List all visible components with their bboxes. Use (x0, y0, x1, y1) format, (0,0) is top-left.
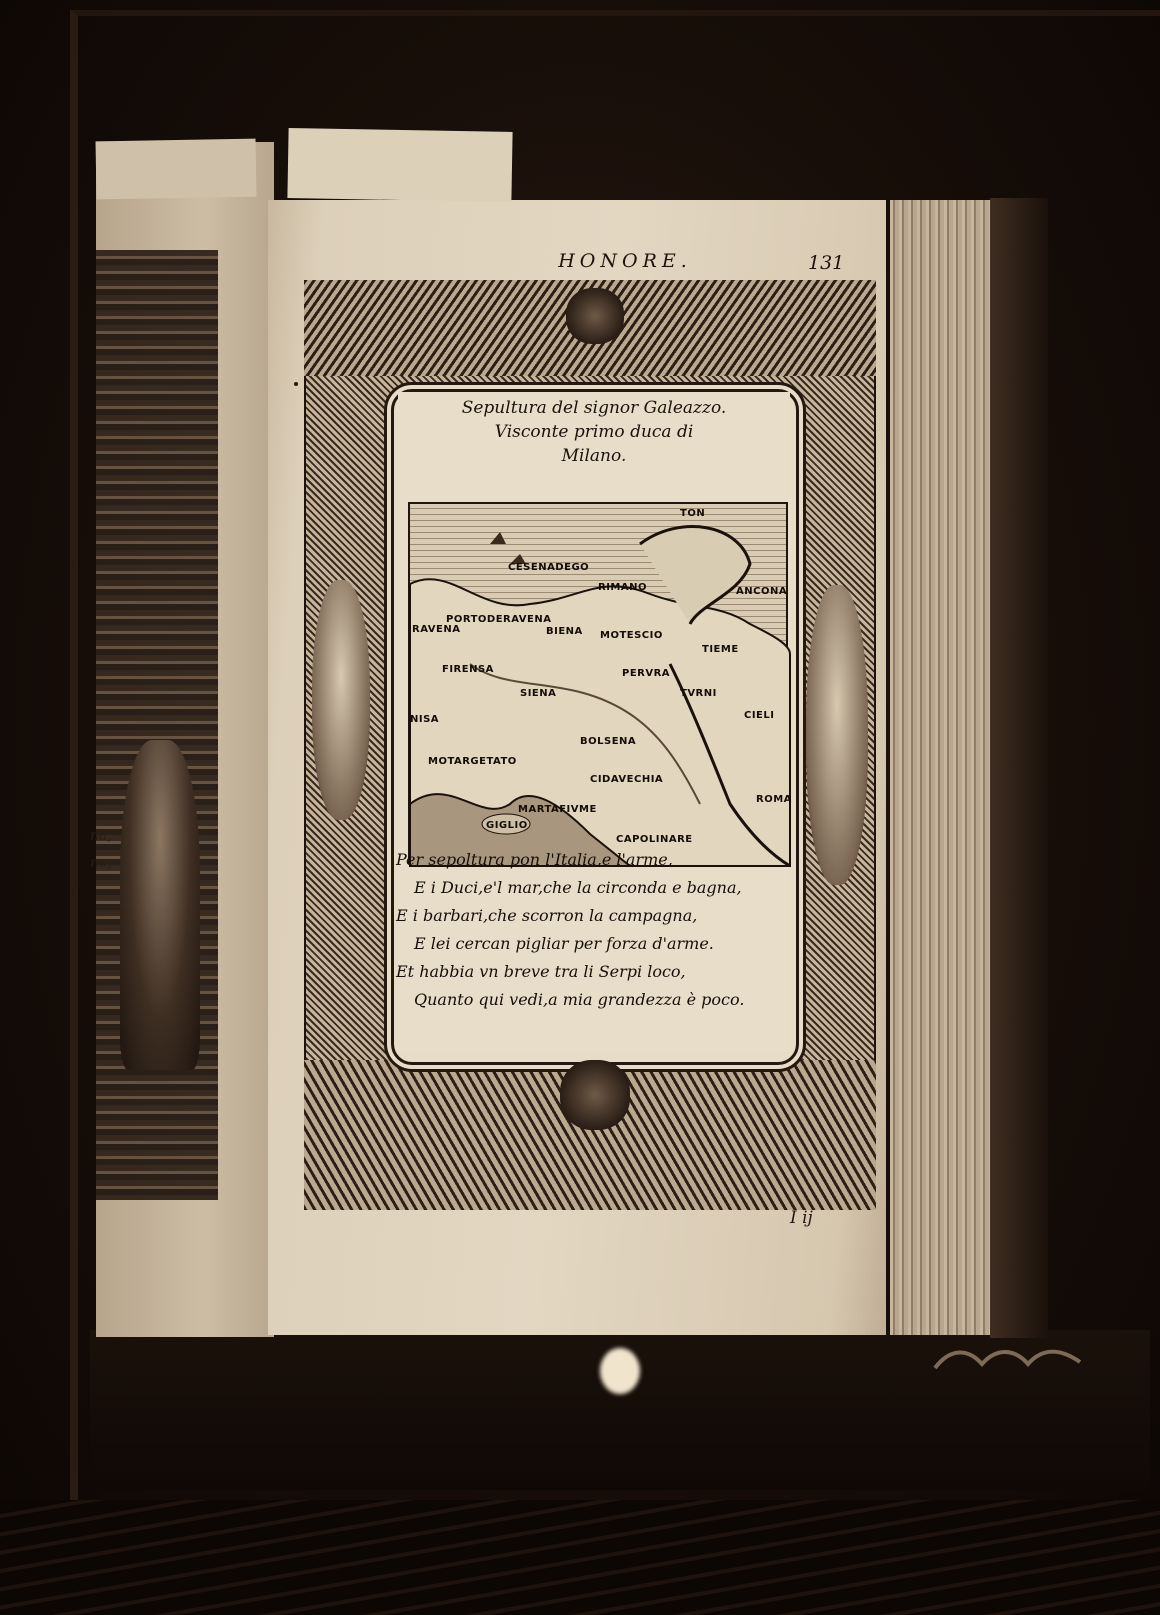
left-page-text-fragment: na, (90, 828, 112, 844)
map-label: BIENA (546, 626, 583, 637)
shelf-ornament (930, 1342, 1090, 1378)
map-label: ROMA (756, 794, 792, 805)
verse-line-3: E i barbari,che scorron la campagna, (396, 906, 698, 925)
map-of-italy-woodcut (408, 502, 792, 864)
grotesque-mask-top (566, 288, 624, 344)
map-label: TVRNI (680, 688, 717, 699)
verse-line-4: E lei cercan pigliar per forza d'arme. (414, 934, 714, 953)
running-head: HONORE. (558, 250, 692, 272)
grotesque-mask-bottom (560, 1060, 630, 1130)
page-number: 131 (808, 252, 845, 274)
left-page-figure (120, 740, 200, 1070)
map-label: ANCONA (736, 586, 788, 597)
verse-line-2: E i Duci,e'l mar,che la circonda e bagna, (414, 878, 742, 897)
map-label: MOTARGETATO (428, 756, 517, 767)
caption-line-3: Milano. (561, 446, 627, 466)
map-label: PORTODERAVENA (446, 614, 552, 625)
caption-line-1: Sepultura del signor Galeazzo. (461, 398, 727, 418)
printer-signature: I ij (790, 1208, 813, 1228)
map-landmass (410, 504, 790, 866)
map-label: TIEME (702, 644, 739, 655)
paper-tape (96, 139, 257, 200)
map-label: RAVENA (412, 624, 461, 635)
verse-line-5: Et habbia vn breve tra li Serpi loco, (396, 962, 686, 981)
light-glare (600, 1348, 640, 1394)
verse-line-6: Quanto qui vedi,a mia grandezza è poco. (414, 990, 745, 1009)
caryatid-right (806, 585, 868, 885)
verse-line-1: Per sepoltura pon l'Italia,e l'arme, (396, 850, 673, 869)
map-label: CAPOLINARE (616, 834, 693, 845)
paper-tape (287, 128, 512, 202)
map-label: NISA (410, 714, 440, 725)
map-label: FIRENSA (442, 664, 494, 675)
map-label: CIDAVECHIA (590, 774, 664, 785)
map-label: BOLSENA (580, 736, 637, 747)
map-label: MARTAFIVME (518, 804, 597, 815)
map-label: TON (680, 508, 706, 519)
map-label: RIMANO (598, 582, 647, 593)
map-label: CESENADEGO (508, 562, 590, 573)
map-label: MOTESCIO (600, 630, 663, 641)
map-label: GIGLIO (486, 820, 528, 831)
map-label: PERVRA (622, 668, 671, 679)
foreground-surface (0, 1500, 1160, 1615)
map-label: CIELI (744, 710, 775, 721)
book-cover-edge (990, 198, 1048, 1338)
caption-line-2: Visconte primo duca di (494, 422, 694, 442)
page-edges (890, 200, 990, 1335)
map-label: SIENA (520, 688, 557, 699)
ink-dot (294, 382, 298, 386)
caryatid-left (312, 580, 370, 820)
left-page-text-fragment: no, (90, 855, 112, 871)
